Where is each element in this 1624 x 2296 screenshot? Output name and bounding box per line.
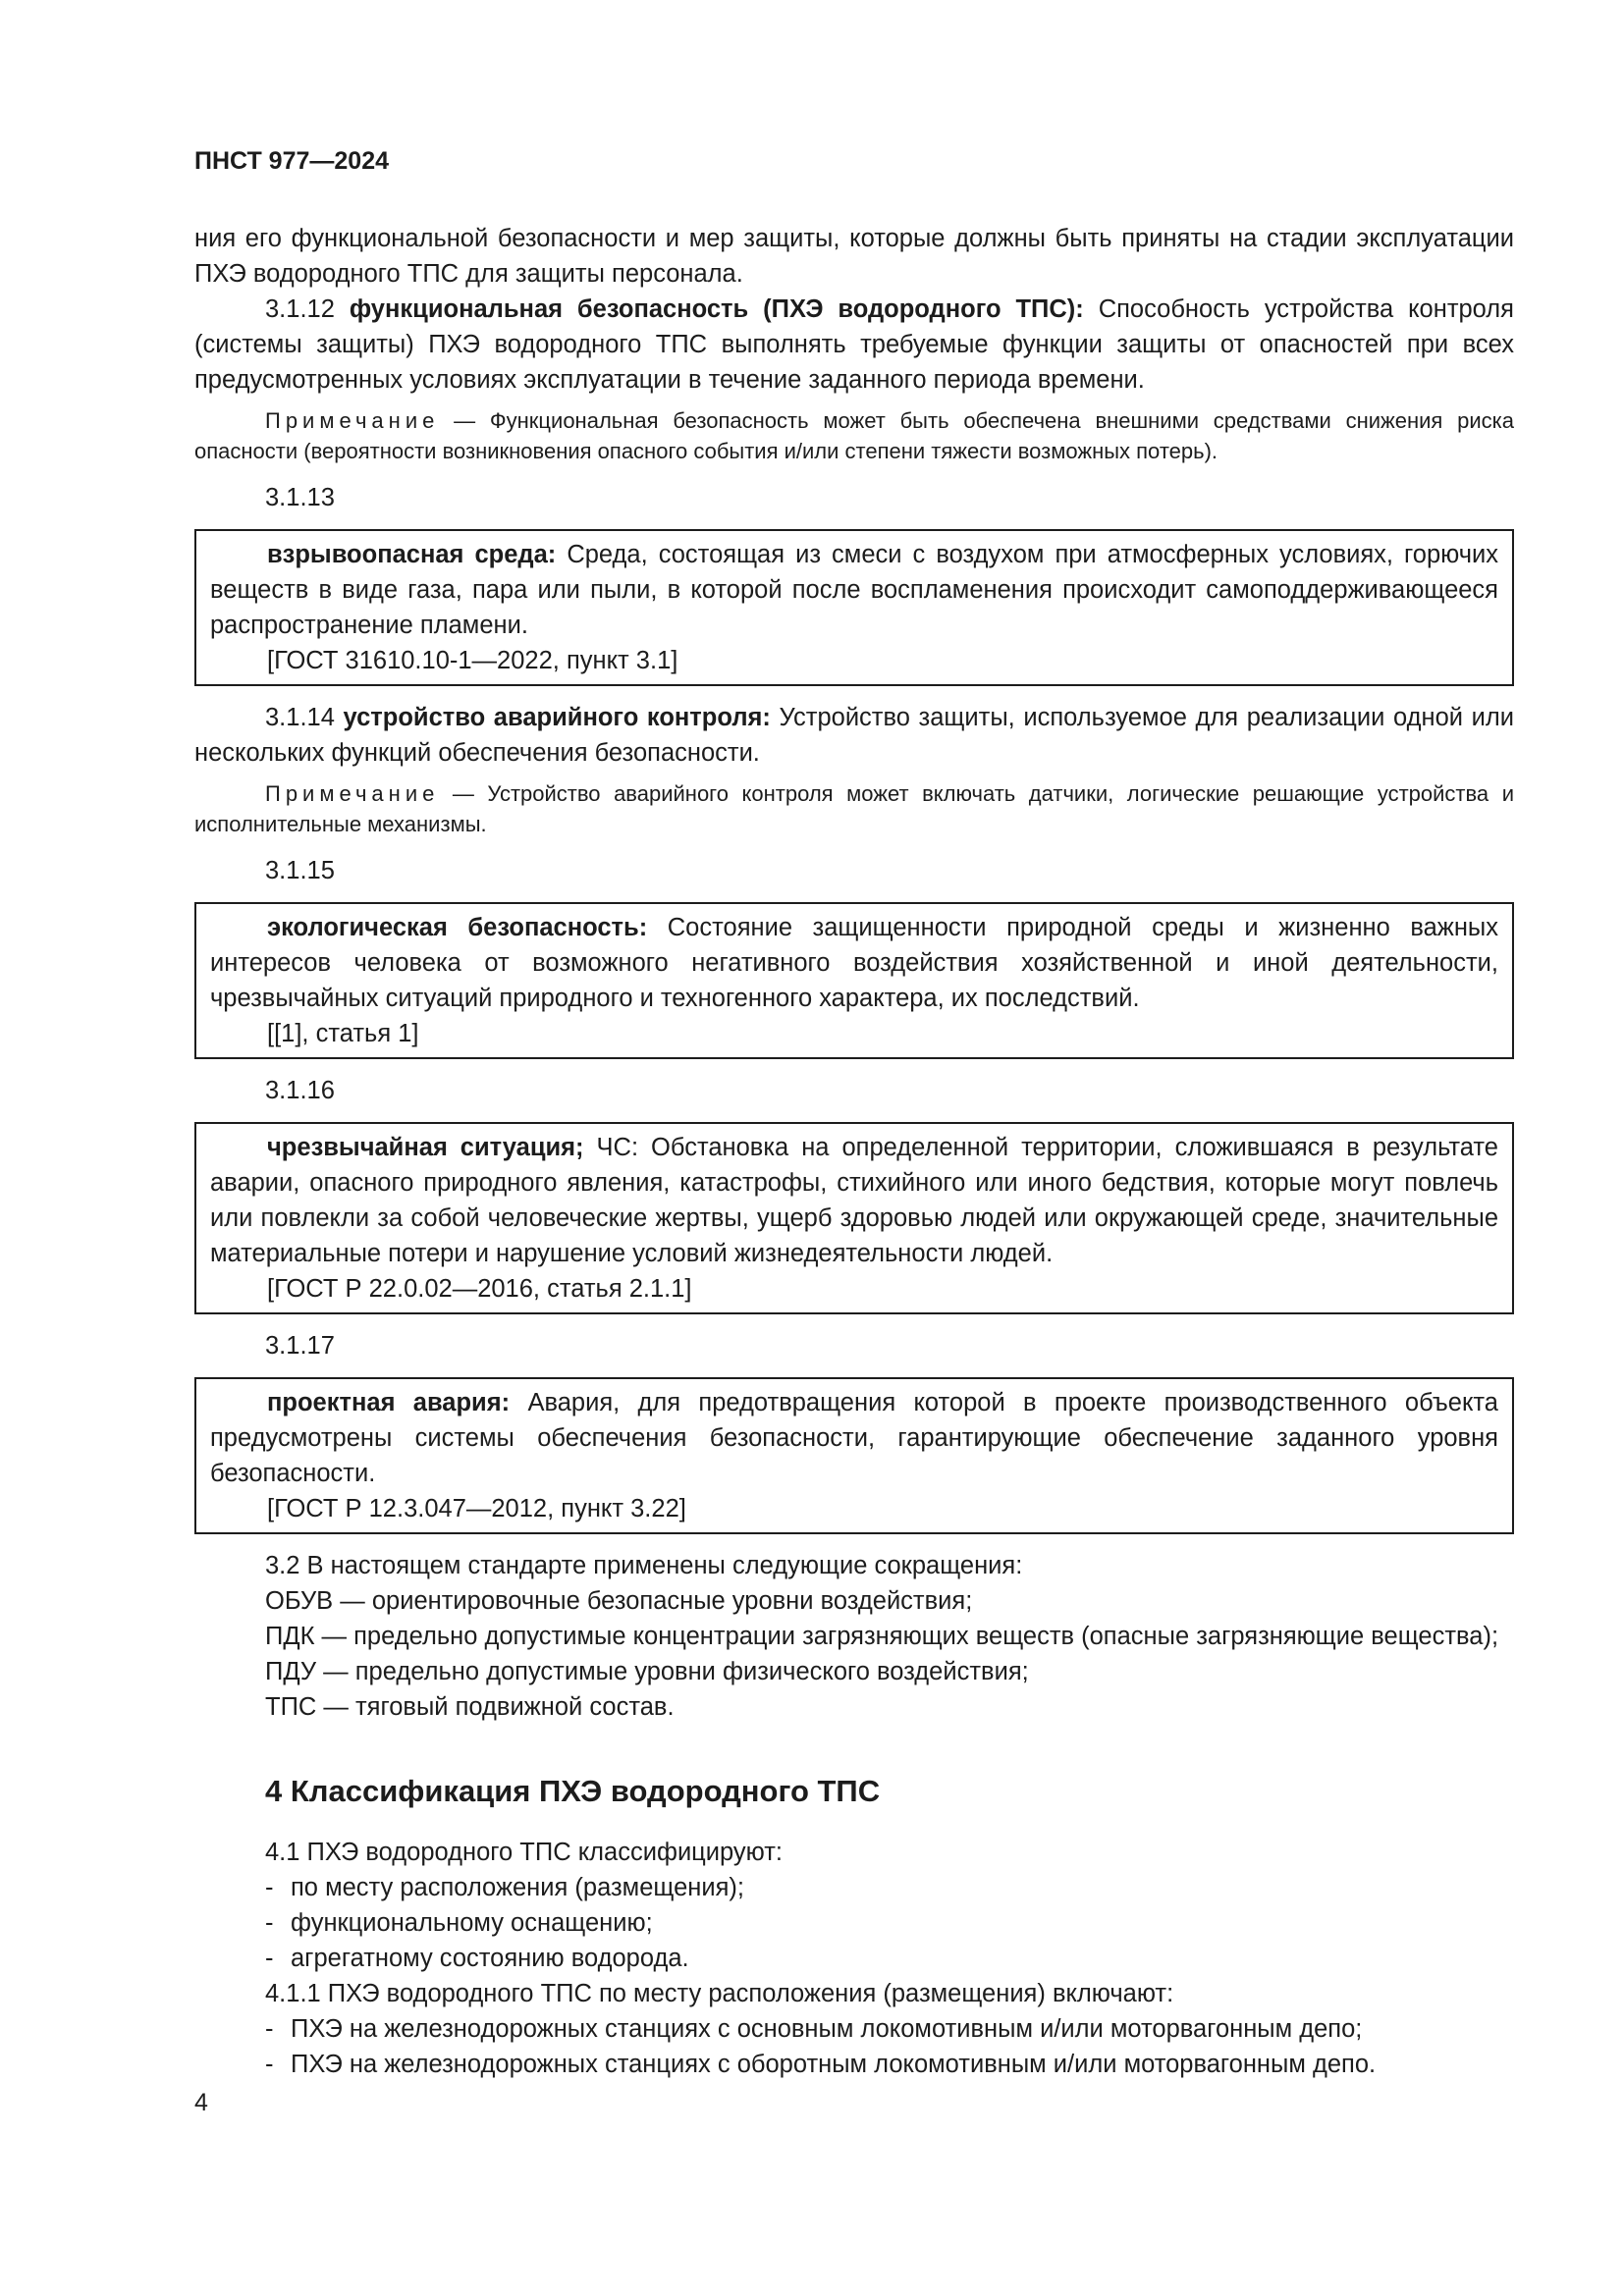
paragraph-4-1-1: 4.1.1 ПХЭ водородного ТПС по месту расположения (размещения) включают: — [265, 1980, 1174, 2007]
document-code: ПНСТ 977—2024 — [194, 147, 389, 175]
term-source: [[1], статья 1] — [267, 1020, 419, 1047]
term-definition: Устройство защиты, используемое для реализации одной или нескольких функций обеспечения безопасности. — [194, 704, 1514, 767]
term-source: [ГОСТ Р 22.0.02—2016, статья 2.1.1] — [267, 1275, 692, 1303]
note-text: — Функциональная безопасность может быть обеспечена внешними средствами снижения риска опасности (вероятности возникновения опасного события и/или степени тяжести возможных потерь). — [194, 408, 1514, 463]
document-page — [194, 147, 1514, 2082]
term-number-3-1-16: 3.1.16 — [265, 1077, 335, 1104]
list-item: - ПХЭ на железнодорожных станциях с оборотным локомотивным и/или моторвагонным депо. — [265, 2051, 1377, 2078]
term-title: взрывоопасная среда: — [267, 541, 557, 568]
abbreviation-item: ПДК — предельно допустимые концентрации загрязняющих веществ (опасные загрязняющие вещества); — [265, 1623, 1499, 1650]
list-item: - ПХЭ на железнодорожных станциях с основным локомотивным и/или моторвагонным депо; — [265, 2015, 1363, 2043]
term-box-3-1-13 — [194, 529, 1514, 686]
term-3-1-12 — [194, 292, 1514, 398]
term-number-3-1-13: 3.1.13 — [265, 484, 335, 511]
term-title: экологическая безопасность: — [267, 914, 648, 941]
intro-continuation: ния его функциональной безопасности и мер защиты, которые должны быть приняты на стадии эксплуатации ПХЭ водородного ТПС для защиты персонала. — [194, 225, 1514, 288]
term-number: 3.1.14 — [265, 704, 335, 731]
term-title: функциональная безопасность (ПХЭ водородного ТПС): — [349, 295, 1084, 323]
term-definition: Состояние защищенности природной среды и жизненно важных интересов человека от возможного негативного воздействия хозяйственной и иной деятельности, чрезвычайных ситуаций природного и техногенного характера, их последствий. — [210, 914, 1499, 1012]
term-number-3-1-15: 3.1.15 — [265, 857, 335, 884]
term-title: проектная авария: — [267, 1389, 511, 1416]
term-box-3-1-16 — [194, 1122, 1514, 1314]
list-item: - по месту расположения (размещения); — [265, 1874, 744, 1901]
note-label: Примечание — [265, 408, 440, 433]
abbreviation-item: ПДУ — предельно допустимые уровни физического воздействия; — [265, 1658, 1029, 1685]
list-item: - функциональному оснащению; — [265, 1909, 653, 1937]
page-number: 4 — [194, 2089, 208, 2116]
abbreviation-item: ОБУВ — ориентировочные безопасные уровни воздействия; — [265, 1587, 973, 1615]
paragraph-4-1: 4.1 ПХЭ водородного ТПС классифицируют: — [265, 1839, 784, 1866]
term-number: 3.1.12 — [265, 295, 335, 323]
note-text: — Устройство аварийного контроля может включать датчики, логические решающие устройства и исполнительные механизмы. — [194, 781, 1514, 836]
abbreviations-intro: 3.2 В настоящем стандарте применены следующие сокращения: — [265, 1552, 1023, 1579]
term-definition: ЧС: Обстановка на определенной территории, сложившаяся в результате аварии, опасного природного явления, катастрофы, стихийного или иного бедствия, которые могут повлечь или повлекли за собой человеческие жертвы, ущерб здоровью людей или окружающей среде, значительные материальные потери и нарушение условий жизнедеятельности людей. — [210, 1134, 1498, 1267]
term-title: чрезвычайная ситуация; — [267, 1134, 584, 1161]
section-heading: 4 Классификация ПХЭ водородного ТПС — [265, 1774, 881, 1808]
abbreviation-item: ТПС — тяговый подвижной состав. — [265, 1693, 675, 1721]
note-3-1-12 — [194, 405, 1514, 466]
term-title: устройство аварийного контроля: — [343, 704, 771, 731]
term-number-3-1-17: 3.1.17 — [265, 1332, 335, 1360]
term-definition: Способность устройства контроля (системы защиты) ПХЭ водородного ТПС выполнять требуемые функции защиты от опасностей при всех предусмотренных условиях эксплуатации в течение заданного периода времени. — [194, 295, 1514, 394]
note-3-1-14 — [194, 778, 1514, 839]
term-3-1-14 — [194, 700, 1514, 771]
term-box-3-1-17 — [194, 1377, 1514, 1534]
term-definition: Среда, состоящая из смеси с воздухом при атмосферных условиях, горючих веществ в виде газа, пара или пыли, в которой после воспламенения происходит самоподдерживающееся распространение пламени. — [210, 541, 1498, 639]
term-source: [ГОСТ Р 12.3.047—2012, пункт 3.22] — [267, 1495, 686, 1522]
term-source: [ГОСТ 31610.10-1—2022, пункт 3.1] — [267, 647, 678, 674]
list-item: - агрегатному состоянию водорода. — [265, 1945, 689, 1972]
term-definition: Авария, для предотвращения которой в проекте производственного объекта предусмотрены системы обеспечения безопасности, гарантирующие обеспечение заданного уровня безопасности. — [210, 1389, 1498, 1487]
note-label: Примечание — [265, 781, 440, 806]
term-box-3-1-15 — [194, 902, 1514, 1059]
